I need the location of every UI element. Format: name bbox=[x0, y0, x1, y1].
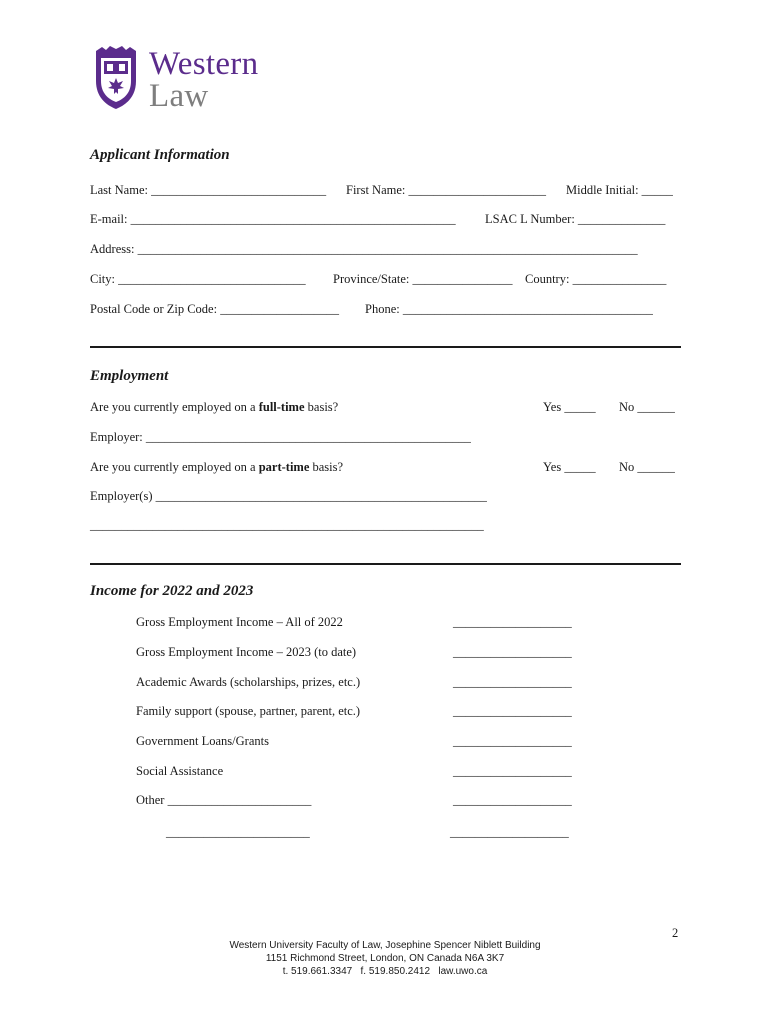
income-amount-field[interactable]: ___________________ bbox=[453, 645, 572, 659]
income-label: Family support (spouse, partner, parent, etc.) bbox=[136, 704, 361, 718]
lsac-number-field[interactable]: LSAC L Number: ______________ bbox=[485, 212, 666, 226]
income-heading: Income for 2022 and 2023 bbox=[90, 583, 254, 599]
income-label: Academic Awards (scholarships, prizes, etc.) bbox=[136, 675, 361, 689]
footer-line-contact: t. 519.661.3347 f. 519.850.2412 law.uwo.ca bbox=[282, 966, 488, 977]
income-amount-field[interactable]: ___________________ bbox=[453, 764, 572, 778]
middle-initial-field[interactable]: Middle Initial: _____ bbox=[566, 183, 673, 197]
fulltime-emphasis: full-time bbox=[258, 400, 305, 414]
country-field[interactable]: Country: _______________ bbox=[525, 272, 667, 286]
income-extra-amount-field[interactable]: ___________________ bbox=[450, 825, 569, 839]
fulltime-question-text: Are you currently employed on a bbox=[90, 400, 259, 414]
income-label: Gross Employment Income – 2023 (to date) bbox=[136, 645, 357, 659]
employment-heading: Employment bbox=[90, 368, 169, 384]
income-amount-field[interactable]: ___________________ bbox=[453, 615, 572, 629]
parttime-yes-field[interactable]: Yes _____ bbox=[543, 460, 596, 474]
phone-field[interactable]: Phone: ________________________________________ bbox=[365, 302, 653, 316]
income-other-field[interactable]: Other _______________________ bbox=[136, 793, 312, 807]
page-number: 2 bbox=[672, 926, 679, 940]
section-divider bbox=[90, 346, 681, 348]
employers-extra-line[interactable]: _______________________________________________________________ bbox=[90, 518, 484, 532]
parttime-no-field[interactable]: No ______ bbox=[619, 460, 675, 474]
income-label: Government Loans/Grants bbox=[136, 734, 269, 748]
first-name-field[interactable]: First Name: ______________________ bbox=[346, 183, 546, 197]
fulltime-yes-field[interactable]: Yes _____ bbox=[543, 400, 596, 414]
income-amount-field[interactable]: ___________________ bbox=[453, 675, 572, 689]
section-divider bbox=[90, 563, 681, 565]
footer-line-building: Western University Faculty of Law, Josephine Spencer Niblett Building bbox=[229, 940, 541, 951]
logo-line-western: Western bbox=[149, 46, 259, 82]
income-label: Social Assistance bbox=[136, 764, 224, 778]
last-name-field[interactable]: Last Name: ____________________________ bbox=[90, 183, 327, 197]
parttime-emphasis: part-time bbox=[258, 460, 310, 474]
shield-crest-icon bbox=[92, 45, 140, 111]
parttime-question bbox=[90, 460, 343, 474]
income-label: Gross Employment Income – All of 2022 bbox=[136, 615, 343, 629]
employer-field[interactable]: Employer: ____________________________________________________ bbox=[90, 430, 471, 444]
address-field[interactable]: Address: ________________________________________________________________________________ bbox=[90, 242, 638, 256]
western-law-logo bbox=[92, 45, 292, 115]
income-amount-field[interactable]: ___________________ bbox=[453, 734, 572, 748]
logo-line-law: Law bbox=[149, 78, 209, 114]
employers-field[interactable]: Employer(s) _____________________________________________________ bbox=[90, 489, 487, 503]
parttime-question-end: basis? bbox=[309, 460, 344, 474]
province-state-field[interactable]: Province/State: ________________ bbox=[333, 272, 513, 286]
fulltime-question-end: basis? bbox=[304, 400, 339, 414]
parttime-question-text: Are you currently employed on a bbox=[90, 460, 259, 474]
applicant-heading: Applicant Information bbox=[90, 147, 230, 163]
footer-line-address: 1151 Richmond Street, London, ON Canada N6A 3K7 bbox=[265, 953, 505, 964]
income-extra-label-field[interactable]: _______________________ bbox=[166, 825, 310, 839]
fulltime-question bbox=[90, 400, 338, 414]
income-amount-field[interactable]: ___________________ bbox=[453, 793, 572, 807]
email-field[interactable]: E-mail: ____________________________________________________ bbox=[90, 212, 456, 226]
city-field[interactable]: City: ______________________________ bbox=[90, 272, 306, 286]
income-amount-field[interactable]: ___________________ bbox=[453, 704, 572, 718]
postal-code-field[interactable]: Postal Code or Zip Code: ___________________ bbox=[90, 302, 339, 316]
fulltime-no-field[interactable]: No ______ bbox=[619, 400, 675, 414]
